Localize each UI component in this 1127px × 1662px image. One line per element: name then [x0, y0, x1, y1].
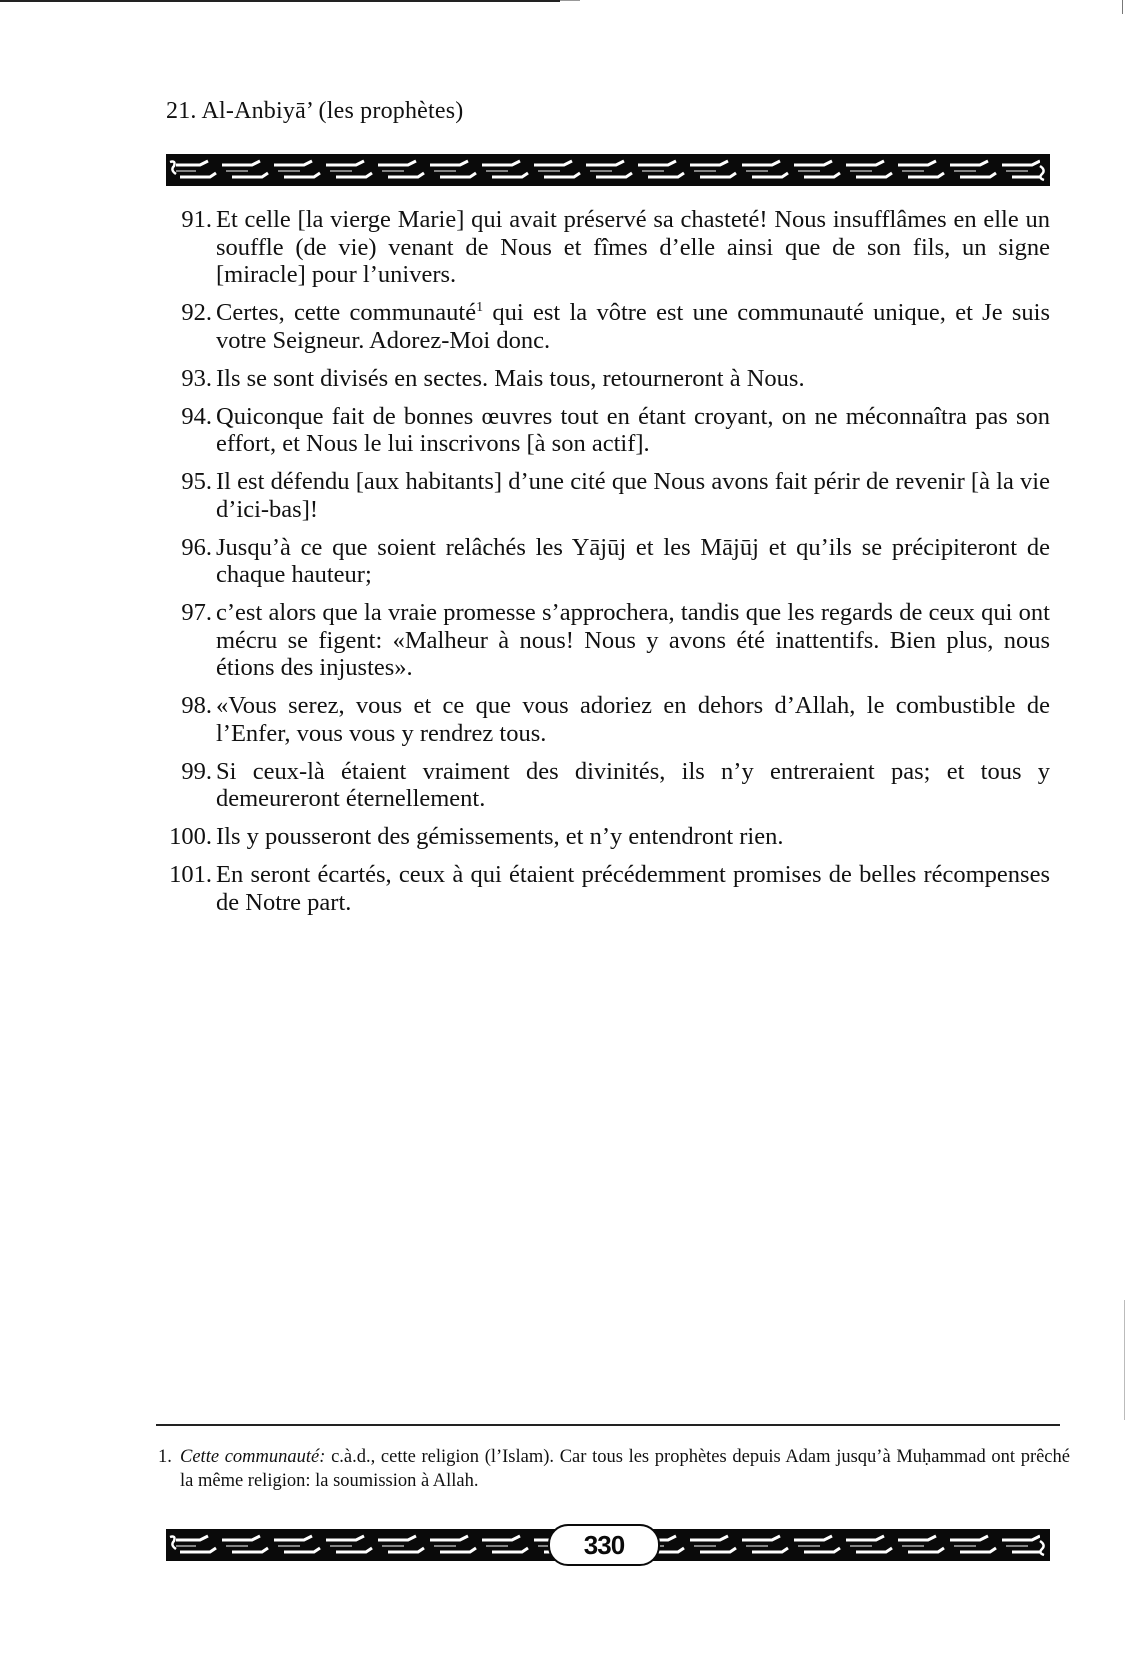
verse-number: 93.: [181, 364, 212, 392]
footnote: [158, 1445, 1070, 1493]
chain-ornament-top: [166, 154, 1050, 186]
verse-text: Et celle [la vierge Marie] qui avait préservé sa chasteté! Nous insufflâmes en elle un souffle (de vie) venant de Nous et fîmes d’elle ainsi que de son fils, un signe [miracle] pour l’univers.: [216, 206, 1050, 288]
verse-text-part: qui est la vôtre est une communauté unique, et Je suis votre Seigneur. Adorez-Moi donc.: [216, 299, 1051, 354]
footnote-reference: 1: [476, 300, 484, 315]
verse-text: Ils se sont divisés en sectes. Mais tous, retourneront à Nous.: [216, 364, 805, 392]
footnote-text: c.à.d., cette religion (l’Islam). Car tous les prophètes depuis Adam jusqu’à Muḥammad ont prêché la même religion: la soumission à Allah.: [180, 1447, 1070, 1491]
verse-item: [156, 299, 1050, 354]
ornamental-border-top: [166, 154, 1050, 186]
footnote-number: 1.: [158, 1447, 172, 1467]
verse-item: [156, 365, 1050, 393]
verse-item: [156, 692, 1050, 747]
verse-item: [156, 468, 1050, 523]
page-number: 330: [548, 1524, 660, 1566]
verse-number: 101.: [169, 861, 212, 888]
top-edge-rule-faint: [560, 0, 580, 1]
verse-text: Quiconque fait de bonnes œuvres tout en étant croyant, on ne méconnaîtra pas son effort, et Nous le lui inscrivons [à son actif].: [216, 402, 1050, 457]
verse-item: [156, 758, 1050, 813]
verse-text: [216, 299, 1050, 354]
verse-item: [156, 861, 1050, 916]
verse-number: 97.: [181, 599, 212, 626]
top-edge-rule: [0, 0, 560, 2]
scan-edge-mark: [1122, 0, 1123, 14]
footnote-separator: [156, 1424, 1060, 1426]
verse-number: 92.: [181, 299, 212, 326]
verse-text: Ils y pousseront des gémissements, et n’y entendront rien.: [216, 823, 784, 850]
verse-number: 98.: [181, 692, 212, 719]
verse-text: Il est défendu [aux habitants] d’une cité que Nous avons fait périr de revenir [à la vie d’ici-bas]!: [216, 468, 1050, 523]
verse-text-part: Certes, cette communauté: [216, 299, 477, 326]
verse-item: [156, 599, 1050, 682]
verse-item: [156, 823, 1050, 851]
verse-item: [156, 206, 1050, 289]
verse-text: c’est alors que la vraie promesse s’approchera, tandis que les regards de ceux qui ont mécru se figent: «Malheur à nous! Nous y avons été inattentifs. Bien plus, nous étions des injustes».: [216, 599, 1050, 681]
verse-number: 99.: [181, 757, 212, 785]
verse-text: Si ceux-là étaient vraiment des divinités, ils n’y entreraient pas; et tous y demeureront éternellement.: [216, 757, 1050, 812]
verse-item: [156, 403, 1050, 458]
verse-number: 91.: [181, 206, 212, 233]
verse-list: [156, 206, 1050, 927]
verse-item: [156, 534, 1050, 589]
verse-number: 95.: [181, 468, 212, 495]
footnote-term: Cette communauté:: [180, 1447, 326, 1467]
verse-number: 96.: [181, 533, 212, 561]
verse-number: 94.: [181, 402, 212, 430]
verse-number: 100.: [169, 823, 212, 850]
scan-edge-mark: [1124, 1300, 1125, 1420]
verse-text: «Vous serez, vous et ce que vous adoriez en dehors d’Allah, le combustible de l’Enfer, vous vous y rendrez tous.: [216, 692, 1050, 747]
running-header: 21. Al-Anbiyā’ (les prophètes): [166, 98, 464, 124]
verse-text: En seront écartés, ceux à qui étaient précédemment promises de belles récompenses de Notre part.: [216, 861, 1050, 916]
verse-text: Jusqu’à ce que soient relâchés les Yājūj et les Mājūj et qu’ils se précipiteront de chaque hauteur;: [216, 533, 1050, 588]
